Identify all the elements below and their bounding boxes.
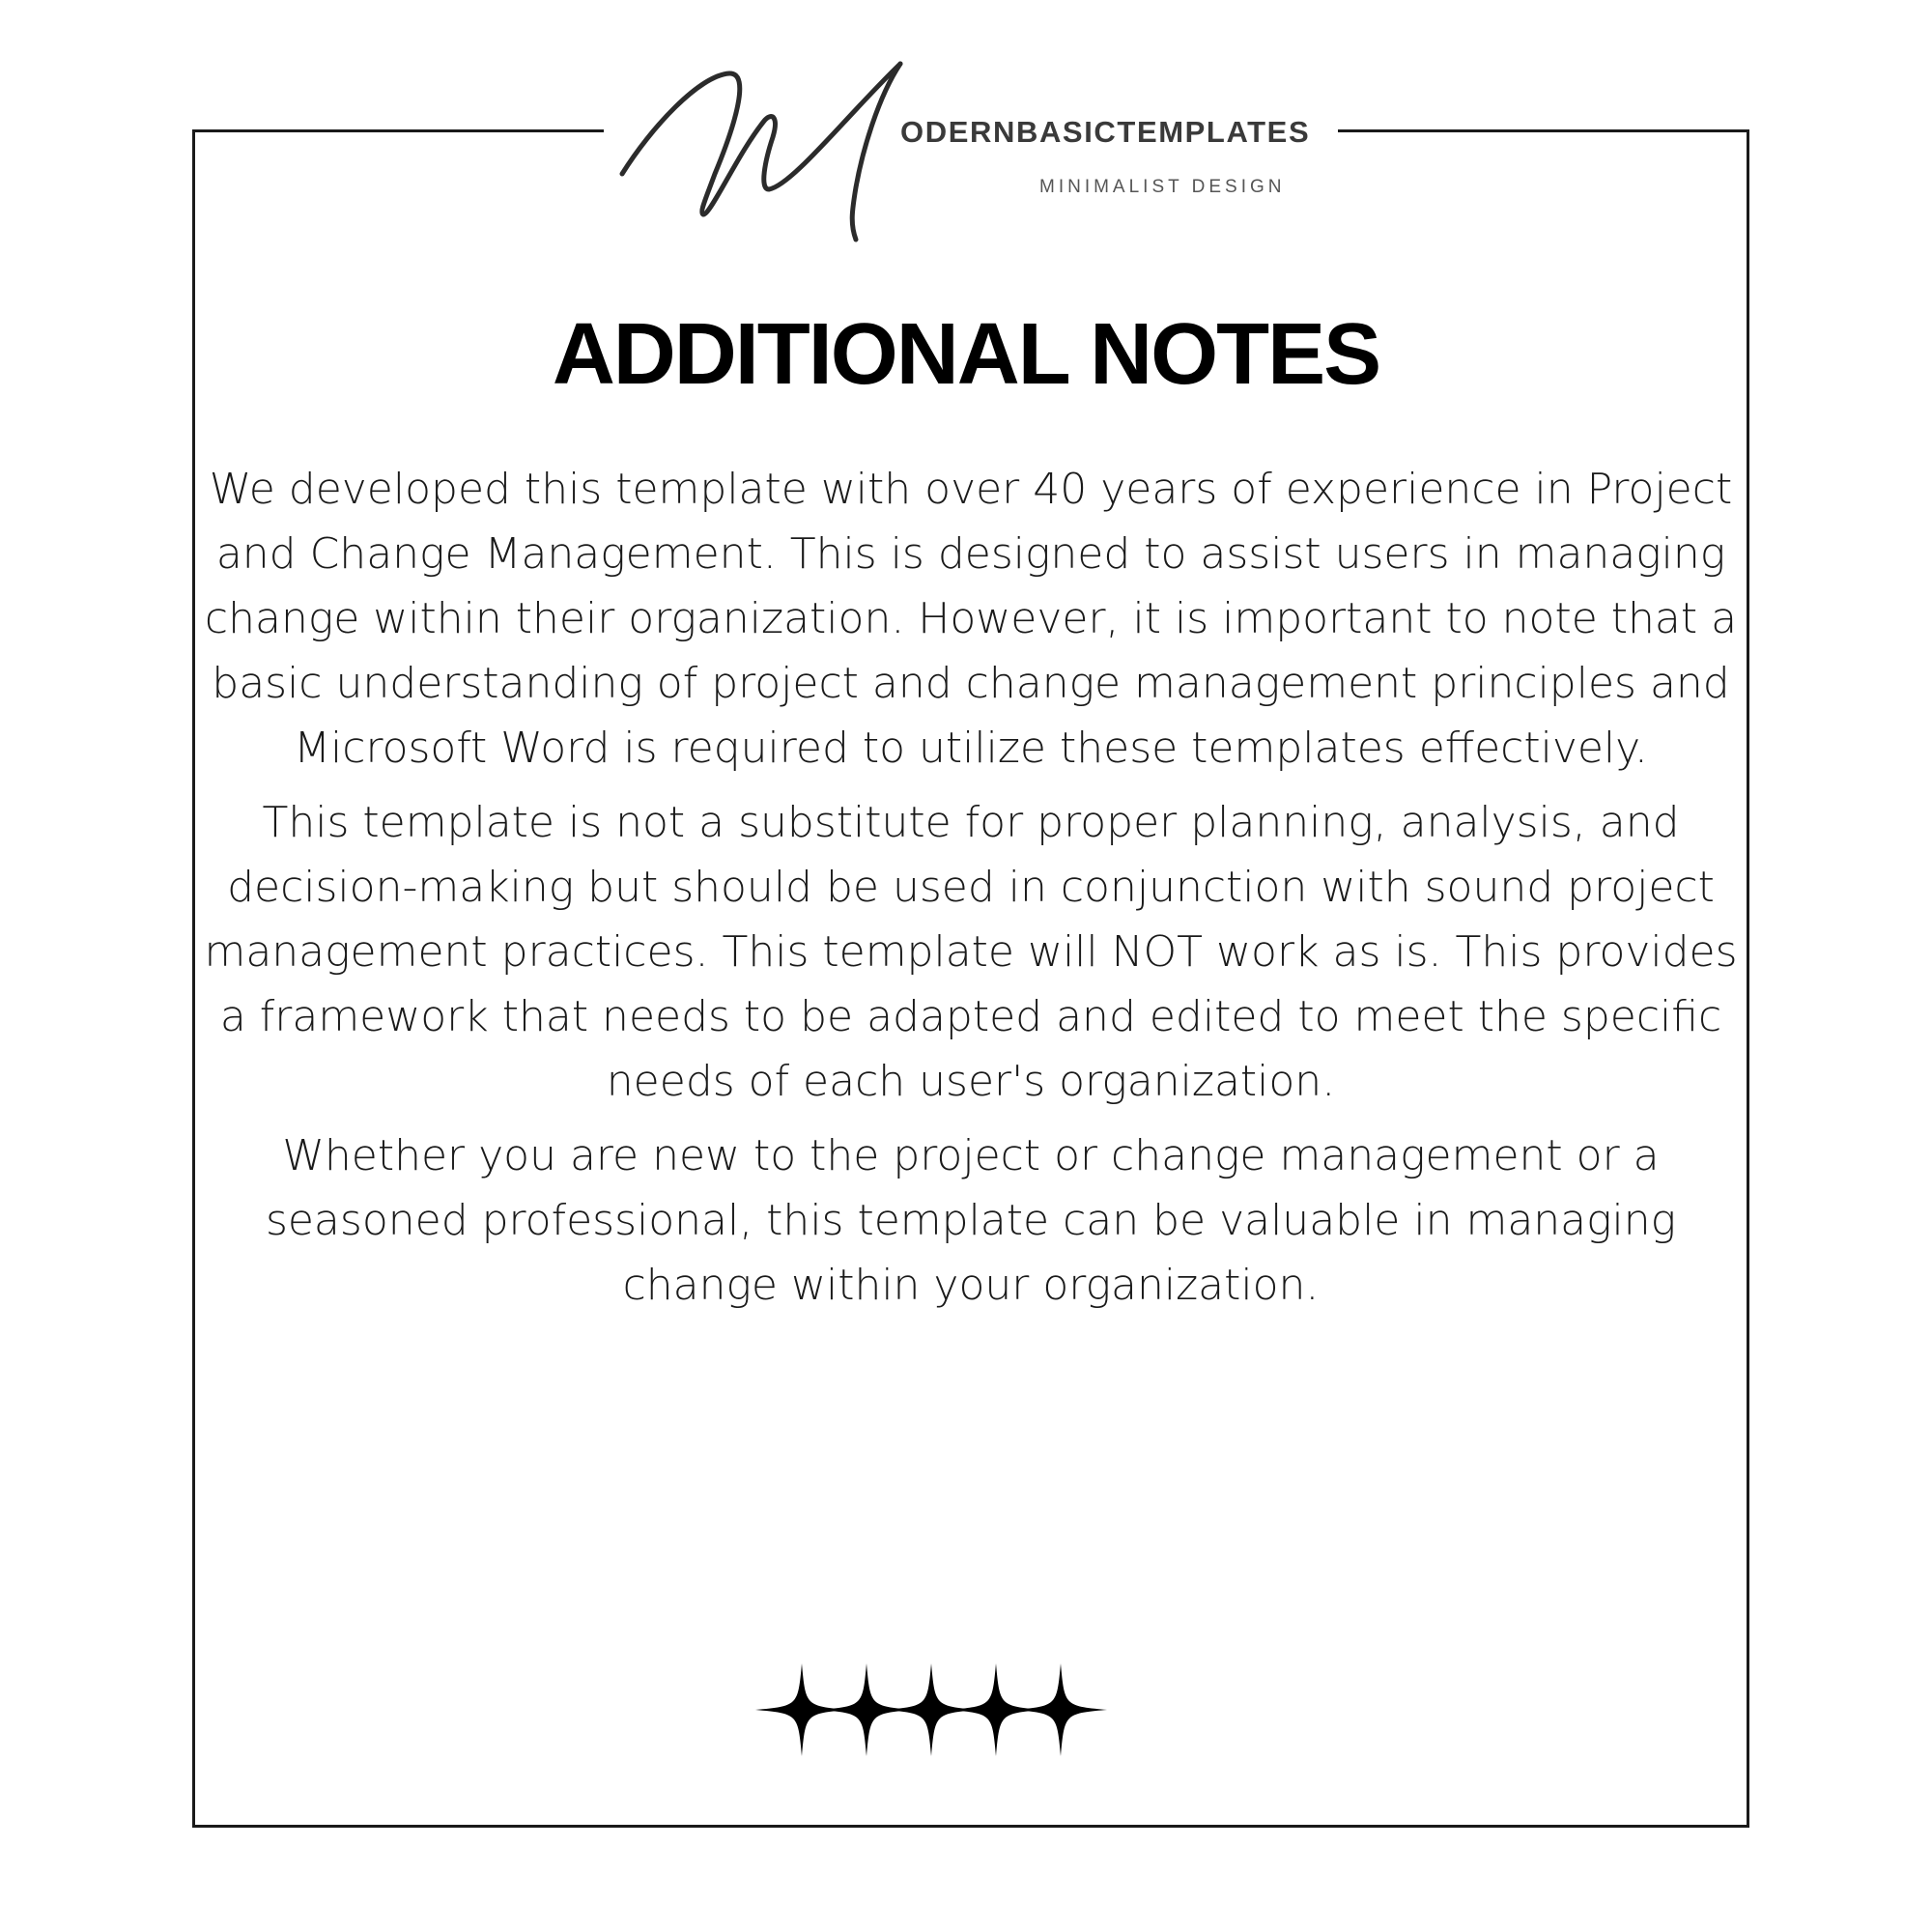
page-title: ADDITIONAL NOTES xyxy=(552,306,1380,404)
notes-paragraph-1: We developed this template with over 40 years of experience in Project and Change Management. This is designed to assist users in managing change within their organization. However, it is important to note that a basic understanding of project and change management principles and Microsoft Word is required to utilize these templates effectively. xyxy=(204,465,1738,773)
rating-stars xyxy=(753,1660,1198,1760)
sparkle-star-icon xyxy=(1014,1663,1107,1756)
notes-paragraph-2: This template is not a substitute for proper planning, analysis, and decision-making but should be used in conjunction with sound project management practices. This template will NOT work as is. This provides a framework that needs to be adapted and edited to meet the specific needs of each user's organization. xyxy=(204,798,1738,1106)
notes-body xyxy=(198,457,1744,1327)
notes-paragraph-3: Whether you are new to the project or change management or a seasoned professional, this template can be valuable in managing change within your organization. xyxy=(265,1131,1677,1310)
brand-name: ODERNBASICTEMPLATES xyxy=(900,115,1311,149)
brand-tagline: MINIMALIST DESIGN xyxy=(1039,177,1286,197)
script-m-logo-icon xyxy=(618,60,908,243)
